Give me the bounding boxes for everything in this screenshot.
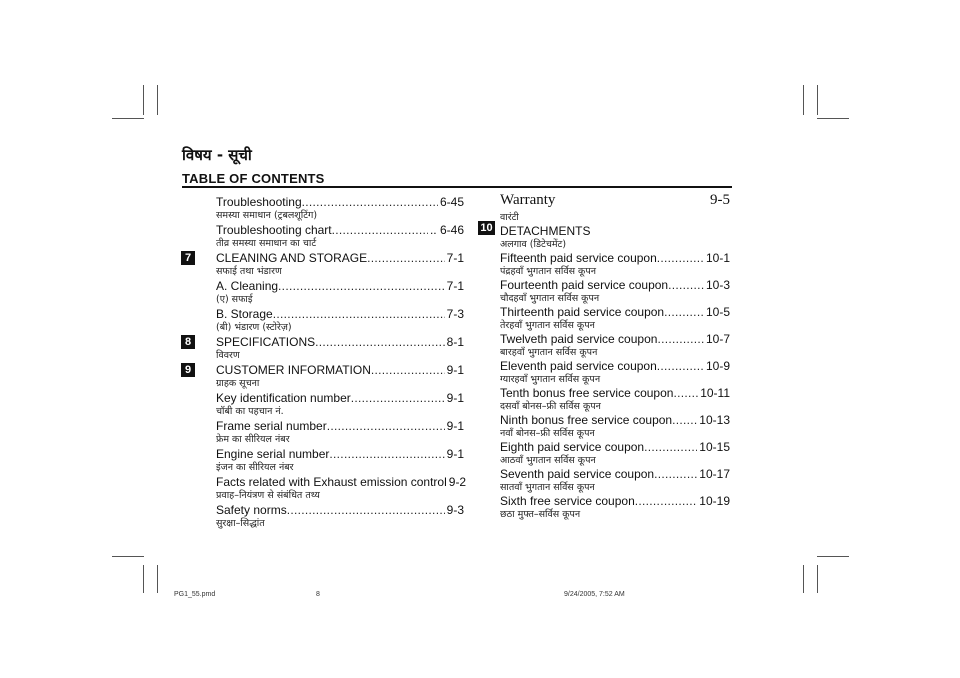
toc-entry-page: 7-3 [446,307,464,321]
toc-entry-title: Frame serial number [216,419,327,433]
toc-leader-dots [654,467,697,481]
toc-leader-dots [367,251,445,265]
toc-entry[interactable] [216,279,464,306]
toc-entry-hindi: विवरण [216,350,240,361]
toc-leader-dots [329,447,444,461]
toc-entry-title: Troubleshooting chart [216,223,332,237]
toc-entry-hindi: दसवाँ बोनस–फ्री सर्विस कूपन [500,401,601,412]
toc-leader-dots [664,305,704,319]
toc-entry[interactable] [500,359,730,386]
toc-leader-dots [672,413,697,427]
toc-entry[interactable] [184,251,464,278]
detachments-hindi: अलगाव (डिटेचमेंट) [500,239,567,250]
toc-entry-page: 10-17 [699,467,730,481]
toc-entry-page: 10-7 [705,332,730,346]
crop-mark [143,565,144,593]
toc-entry-hindi: छठा मुफ्त–सर्विस कूपन [500,509,581,520]
footer-timestamp: 9/24/2005, 7:52 AM [564,591,625,598]
toc-entry-hindi: सातवाँ भुगतान सर्विस कूपन [500,482,595,493]
header-rule [182,186,732,188]
toc-entry-hindi: सुरक्षा–सिद्धांत [216,518,265,529]
toc-leader-dots [673,386,698,400]
toc-entry-page: 9-1 [446,391,464,405]
toc-entry-title: Eleventh paid service coupon [500,359,657,373]
toc-entry-title: SPECIFICATIONS [216,335,316,349]
toc-leader-dots [302,195,438,209]
toc-left-column [184,195,467,531]
toc-entry-hindi: सफाई तथा भंडारण [216,266,282,277]
crop-mark [143,85,144,115]
toc-entry-page: .. 6-46 [429,223,464,237]
toc-entry-hindi: तीव्र समस्या समाधान का चार्ट [216,238,317,249]
toc-entry-hindi: प्रवाह–नियंत्रण से संबंधित तथ्य [216,490,320,501]
page-title-hindi: विषय - सूची [182,146,252,164]
toc-entry-title: CUSTOMER INFORMATION [216,363,371,377]
toc-entry-title: Twelveth paid service coupon [500,332,658,346]
toc-entry[interactable] [500,494,730,521]
toc-leader-dots [278,279,445,293]
toc-entry-title: Engine serial number [216,447,330,461]
crop-mark [803,565,804,593]
toc-entry-page: 10-11 [700,386,730,400]
toc-entry-hindi: तेरहवाँ भुगतान सर्विस कूपन [500,320,595,331]
toc-entry[interactable] [500,278,730,305]
toc-entry[interactable] [216,391,464,418]
toc-leader-dots [371,363,445,377]
toc-leader-dots [273,307,445,321]
toc-entry[interactable] [216,447,464,474]
footer-page-number: 8 [316,591,320,598]
toc-leader-dots [657,251,704,265]
toc-entry-page: 8-1 [446,335,464,349]
toc-entry-title: Safety norms [216,503,287,517]
toc-entry-page: 10-3 [705,278,730,292]
toc-entry-page: 10-5 [705,305,730,319]
toc-leader-dots [315,335,445,349]
toc-entry-hindi: इंजन का सीरियल नंबर [216,462,294,473]
toc-entry-page: 9-1 [446,363,464,377]
toc-entry[interactable] [216,475,467,502]
section-badge: 7 [181,251,195,265]
toc-leader-dots [668,278,704,292]
crop-mark [817,565,818,593]
toc-entry[interactable] [500,467,730,494]
toc-leader-dots [657,332,704,346]
toc-entry[interactable] [184,335,464,362]
toc-entry[interactable] [500,332,730,359]
toc-entry-page: 9-2 [448,475,467,489]
detachments-heading: DETACHMENTS [500,224,591,238]
warranty-hindi: वारंटी [500,212,519,223]
toc-entry-page: 10-13 [699,413,730,427]
warranty-label: Warranty [500,192,556,208]
toc-entry[interactable] [216,223,464,250]
section-badge: 10 [478,221,495,235]
toc-entry-page: 10-1 [705,251,730,265]
toc-entry-hindi: आठवाँ भुगतान सर्विस कूपन [500,455,596,466]
toc-leader-dots [332,223,428,237]
section-badge: 9 [181,363,195,377]
toc-entry-page: 10-15 [699,440,730,454]
toc-entry[interactable] [500,386,730,413]
toc-entry-page: 7-1 [446,279,464,293]
toc-entry[interactable] [500,413,730,440]
toc-entry-title: Fourteenth paid service coupon [500,278,669,292]
toc-leader-dots [644,440,697,454]
page-title: TABLE OF CONTENTS [182,171,325,186]
toc-entry-hindi: ग्यारहवाँ भुगतान सर्विस कूपन [500,374,601,385]
toc-entry[interactable] [500,305,730,332]
toc-entry-hindi: नवाँ बोनस–फ्री सर्विस कूपन [500,428,595,439]
toc-entry-title: Key identification number [216,391,351,405]
toc-entry-hindi: (बी) भंडारण (स्टोरेज़) [216,322,292,333]
toc-entry[interactable] [480,222,730,251]
toc-entry[interactable] [216,307,464,334]
toc-entry-page: 6-45 [439,195,464,209]
toc-entry-title: A. Cleaning [216,279,279,293]
toc-entry-title: Troubleshooting [216,195,302,209]
crop-mark [803,85,804,115]
toc-entry-title: Tenth bonus free service coupon [500,386,674,400]
crop-mark [817,556,849,557]
crop-mark [157,85,158,115]
crop-mark [112,118,144,119]
toc-entry-hindi: चौदहवाँ भुगतान सर्विस कूपन [500,293,600,304]
warranty-page: 9-5 [710,192,730,208]
toc-right-column [480,192,730,521]
toc-entry-hindi: ग्राहक सूचना [216,378,260,389]
toc-entry[interactable] [216,195,464,222]
toc-leader-dots [327,419,445,433]
toc-entry[interactable] [500,251,730,278]
toc-entry-title: Ninth bonus free service coupon [500,413,673,427]
toc-entry-title: Seventh paid service coupon [500,467,655,481]
warranty-heading[interactable] [500,192,730,209]
toc-entry[interactable] [500,440,730,467]
crop-mark [817,85,818,115]
toc-entry-page: 9-1 [446,447,464,461]
toc-entry-title: Fifteenth paid service coupon [500,251,657,265]
toc-entry-page: 10-9 [705,359,730,373]
toc-entry[interactable] [216,419,464,446]
crop-mark [112,556,144,557]
toc-entry-title: Facts related with Exhaust emission control [216,475,447,489]
toc-entry-page: 9-1 [446,419,464,433]
section-badge: 8 [181,335,195,349]
toc-leader-dots [635,494,698,508]
toc-entry-title: B. Storage [216,307,273,321]
toc-entry-page: 10-19 [699,494,730,508]
crop-mark [817,118,849,119]
toc-leader-dots [351,391,445,405]
toc-entry-hindi: फ्रेम का सीरियल नंबर [216,434,290,445]
crop-mark [157,565,158,593]
toc-entry-hindi: पंद्रहवाँ भुगतान सर्विस कूपन [500,266,597,277]
toc-entry[interactable] [216,503,464,530]
toc-entry-hindi: समस्या समाधान (ट्रबलशूटिंग) [216,210,318,221]
toc-entry-hindi: बारहवाँ भुगतान सर्विस कूपन [500,347,598,358]
toc-entry-page: 9-3 [446,503,464,517]
toc-entry-hindi: चॉबी का पहचान नं. [216,406,284,417]
toc-entry[interactable] [184,363,464,390]
toc-leader-dots [287,503,445,517]
toc-entry-title: Eighth paid service coupon [500,440,645,454]
footer-filename: PG1_55.pmd [174,591,216,598]
toc-entry-page: 7-1 [446,251,464,265]
toc-entry-hindi: (ए) सफाई [216,294,253,305]
toc-entry-title: Thirteenth paid service coupon [500,305,665,319]
toc-leader-dots [657,359,704,373]
toc-entry-title: CLEANING AND STORAGE [216,251,368,265]
toc-entry-title: Sixth free service coupon [500,494,635,508]
